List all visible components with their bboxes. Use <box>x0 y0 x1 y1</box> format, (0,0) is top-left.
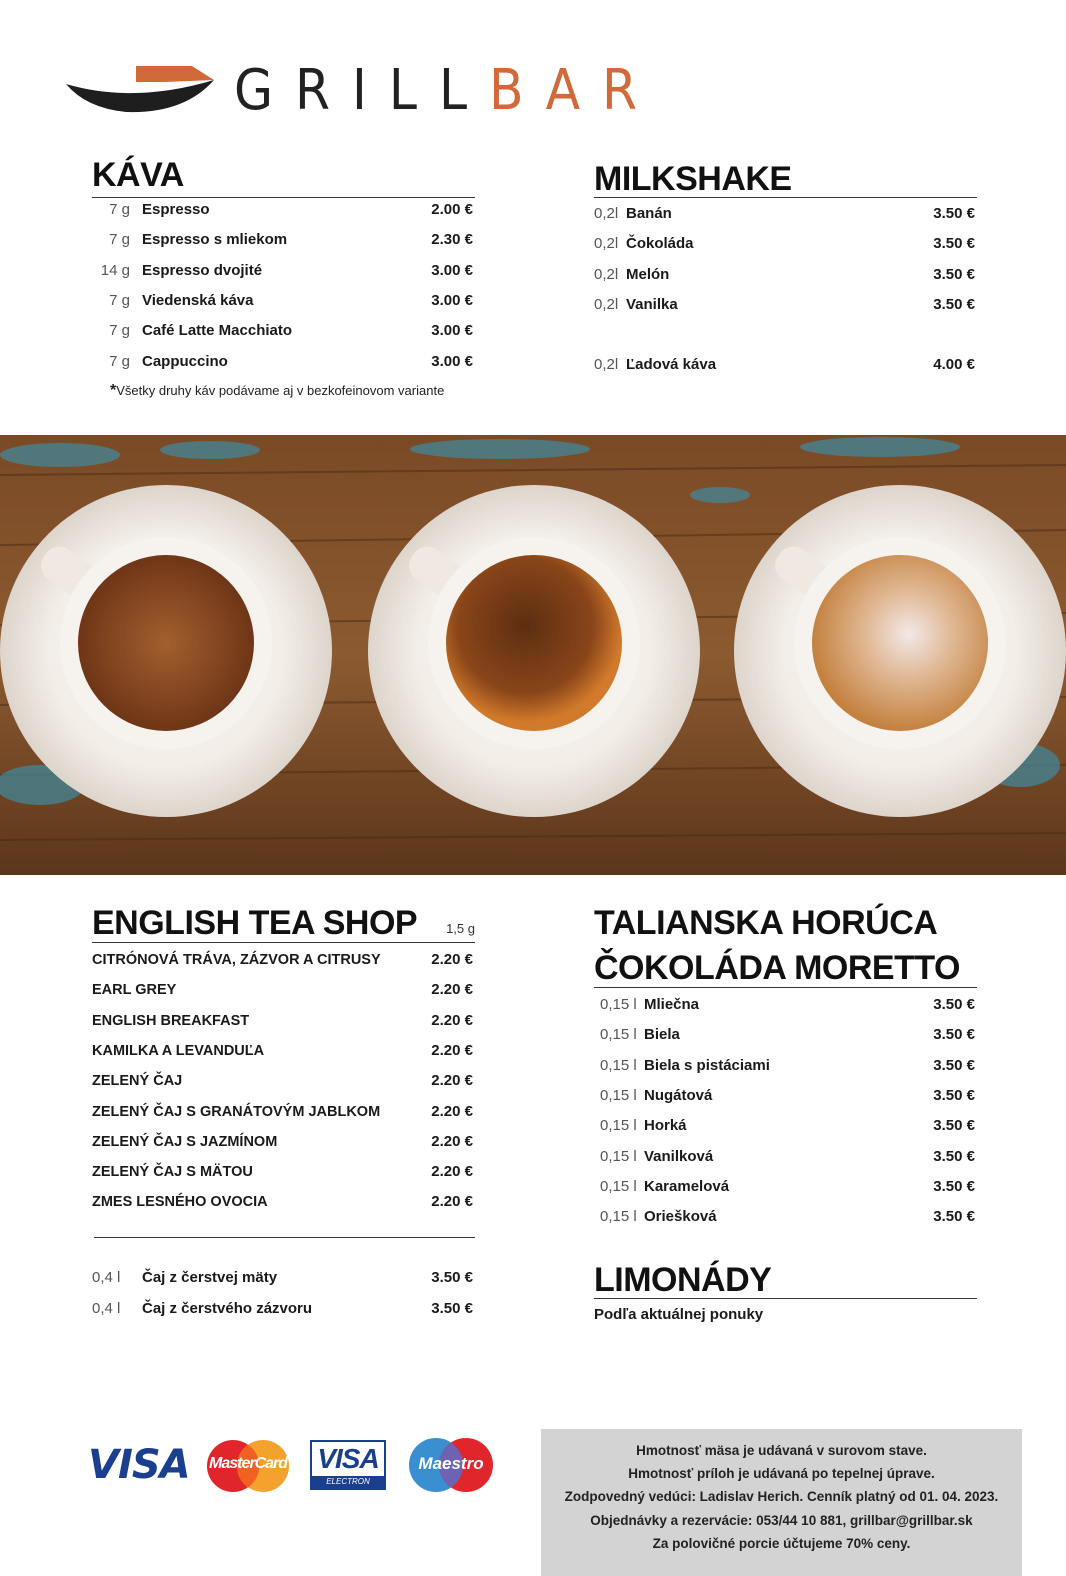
item-name: EARL GREY <box>92 982 177 999</box>
mastercard-label: MasterCard <box>208 1455 288 1472</box>
menu-row <box>92 1298 473 1320</box>
logo-swoosh-icon <box>64 58 224 124</box>
divider <box>92 197 475 198</box>
footer-info-box <box>541 1429 1022 1576</box>
item-name: Viedenská káva <box>142 291 254 309</box>
footer-line: Hmotnosť mäsa je udávaná v surovom stave. <box>636 1443 927 1458</box>
item-quantity: 7 g <box>109 201 130 218</box>
footer-line: Hmotnosť príloh je udávaná po tepelnej úprave. <box>628 1466 935 1482</box>
item-quantity: 7 g <box>109 231 130 249</box>
item-name: ZELENÝ ČAJ S GRANÁTOVÝM JABLKOM <box>92 1103 381 1120</box>
item-name: Ľadová káva <box>626 356 717 373</box>
item-price: 2.20 € <box>431 1011 473 1029</box>
menu-row <box>92 1070 473 1092</box>
menu-row <box>92 1267 473 1289</box>
item-price: 3.00 € <box>431 261 473 279</box>
item-name: Oriešková <box>644 1208 717 1226</box>
item-name: ENGLISH BREAKFAST <box>92 1012 250 1029</box>
item-quantity: 0,2l <box>594 356 619 373</box>
menu-row <box>92 1010 473 1032</box>
divider <box>94 1237 475 1238</box>
menu-row <box>92 351 473 373</box>
item-name: Espresso <box>142 201 210 218</box>
item-name: Čokoláda <box>626 235 694 253</box>
item-price: 3.50 € <box>933 265 975 283</box>
item-quantity: 0,15 l <box>600 1117 637 1135</box>
menu-row <box>594 264 975 286</box>
item-name: ZMES LESNÉHO OVOCIA <box>92 1194 268 1211</box>
section-title-chocolate-line1: TALIANSKA HORÚCA <box>594 904 938 942</box>
menu-row <box>92 979 473 1001</box>
item-price: 2.00 € <box>431 201 473 218</box>
item-price: 2.30 € <box>431 231 473 249</box>
visa-electron-logo <box>310 1440 386 1490</box>
item-price: 3.50 € <box>431 1269 473 1286</box>
item-price: 2.20 € <box>431 951 473 968</box>
section-title-chocolate-line2: ČOKOLÁDA MORETTO <box>594 949 960 987</box>
item-quantity: 0,2l <box>594 295 619 313</box>
item-quantity: 0,15 l <box>600 1208 637 1226</box>
menu-row <box>600 1115 975 1137</box>
divider <box>594 197 977 198</box>
item-name: Mliečna <box>644 996 700 1013</box>
item-name: Čaj z čerstvej mäty <box>142 1269 278 1286</box>
menu-row <box>92 199 473 221</box>
item-price: 3.50 € <box>933 1147 975 1165</box>
item-quantity: 7 g <box>109 352 130 370</box>
menu-row <box>600 1146 975 1168</box>
item-quantity: 0,2l <box>594 265 619 283</box>
section-title-kava: KÁVA <box>92 156 184 194</box>
note-asterisk: * <box>110 382 117 399</box>
item-price: 3.00 € <box>431 352 473 370</box>
item-price: 3.50 € <box>933 1086 975 1104</box>
item-price: 3.00 € <box>431 322 473 340</box>
item-price: 3.50 € <box>933 235 975 253</box>
item-price: 3.50 € <box>933 1177 975 1195</box>
item-name: Biela <box>644 1026 680 1044</box>
divider <box>594 987 977 988</box>
item-price: 3.50 € <box>933 996 975 1013</box>
section-title-milkshake: MILKSHAKE <box>594 160 792 198</box>
item-name: ZELENÝ ČAJ S MÄTOU <box>92 1164 253 1181</box>
menu-row <box>92 260 473 282</box>
item-price: 3.50 € <box>933 1026 975 1044</box>
menu-row <box>594 294 975 316</box>
item-price: 4.00 € <box>933 356 975 373</box>
menu-row <box>92 1191 473 1213</box>
item-name: Nugátová <box>644 1086 713 1104</box>
item-price: 3.50 € <box>431 1299 473 1317</box>
item-quantity: 0,2l <box>594 205 619 222</box>
visa-logo: VISA <box>88 1442 190 1488</box>
menu-row <box>600 1085 975 1107</box>
mastercard-logo <box>205 1440 291 1492</box>
item-name: Horká <box>644 1117 687 1135</box>
limonady-subtitle: Podľa aktuálnej ponuky <box>594 1306 764 1323</box>
item-name: Čaj z čerstvého zázvoru <box>142 1299 313 1317</box>
item-quantity: 0,15 l <box>600 1056 637 1074</box>
footer-line: Objednávky a rezervácie: 053/44 10 881, grillbar@grillbar.sk <box>590 1512 973 1528</box>
item-quantity: 7 g <box>109 291 130 309</box>
menu-row <box>600 1055 975 1077</box>
item-name: Melón <box>626 265 670 283</box>
menu-row <box>92 949 473 971</box>
logo-bar: BAR <box>489 58 660 123</box>
footer-line: Za polovičné porcie účtujeme 70% ceny. <box>652 1535 911 1551</box>
menu-row <box>92 229 473 251</box>
item-name: Café Latte Macchiato <box>142 322 293 340</box>
item-name: ZELENÝ ČAJ S JAZMÍNOM <box>92 1133 278 1150</box>
item-name: CITRÓNOVÁ TRÁVA, ZÁZVOR A CITRUSY <box>92 952 381 968</box>
grillbar-logo <box>64 58 660 124</box>
tea-weight: 1,5 g <box>446 921 475 936</box>
kava-note <box>110 382 444 400</box>
maestro-label: Maestro <box>418 1454 484 1473</box>
item-quantity: 7 g <box>109 322 130 340</box>
visa-electron-label: VISA <box>317 1443 379 1474</box>
menu-row <box>594 354 975 376</box>
item-name: KAMILKA A LEVANDUĽA <box>92 1042 265 1059</box>
item-price: 3.50 € <box>933 1208 975 1226</box>
item-name: Cappuccino <box>142 352 228 370</box>
item-name: Biela s pistáciami <box>644 1056 770 1074</box>
menu-row <box>594 233 975 255</box>
footer-line: Zodpovedný vedúci: Ladislav Herich. Cenník platný od 01. 04. 2023. <box>564 1489 999 1505</box>
item-price: 3.00 € <box>431 291 473 309</box>
logo-grill: GRILL <box>234 58 490 123</box>
item-name: ZELENÝ ČAJ <box>92 1073 183 1090</box>
item-name: Espresso dvojité <box>142 261 263 279</box>
item-price: 2.20 € <box>431 1072 473 1090</box>
item-price: 3.50 € <box>933 1117 975 1135</box>
item-quantity: 14 g <box>100 261 130 279</box>
item-name: Vanilková <box>644 1147 714 1165</box>
item-name: Vanilka <box>626 295 678 313</box>
menu-row <box>92 1101 473 1123</box>
item-quantity: 0,15 l <box>600 1177 637 1195</box>
maestro-logo <box>407 1438 495 1492</box>
item-quantity: 0,15 l <box>600 996 637 1013</box>
menu-row <box>594 203 975 225</box>
item-name: Banán <box>626 205 672 222</box>
item-quantity: 0,15 l <box>600 1086 637 1104</box>
item-price: 2.20 € <box>431 1102 473 1120</box>
section-title-tea: ENGLISH TEA SHOP <box>92 904 418 942</box>
item-name: Karamelová <box>644 1177 730 1195</box>
menu-row <box>600 1176 975 1198</box>
electron-label: ELECTRON <box>312 1476 384 1488</box>
item-price: 2.20 € <box>431 981 473 999</box>
item-price: 2.20 € <box>431 1132 473 1150</box>
menu-row <box>600 1206 975 1228</box>
menu-row <box>92 1161 473 1183</box>
item-price: 2.20 € <box>431 1193 473 1211</box>
menu-row <box>600 994 975 1016</box>
divider <box>92 942 475 943</box>
item-price: 2.20 € <box>431 1163 473 1181</box>
item-price: 3.50 € <box>933 205 975 222</box>
menu-row <box>92 1131 473 1153</box>
note-text: Všetky druhy káv podávame aj v bezkofeinovom variante <box>116 383 445 398</box>
logo-wordmark <box>234 58 659 124</box>
item-quantity: 0,15 l <box>600 1026 637 1044</box>
menu-row <box>92 1040 473 1062</box>
menu-row <box>92 320 473 342</box>
item-quantity: 0,2l <box>594 235 619 253</box>
menu-row <box>92 290 473 312</box>
item-price: 2.20 € <box>431 1041 473 1059</box>
item-quantity: 0,4 l <box>92 1299 121 1317</box>
item-price: 3.50 € <box>933 1056 975 1074</box>
divider <box>594 1298 977 1299</box>
item-quantity: 0,4 l <box>92 1269 121 1286</box>
item-price: 3.50 € <box>933 295 975 313</box>
item-name: Espresso s mliekom <box>142 231 288 249</box>
section-title-limonady: LIMONÁDY <box>594 1261 772 1299</box>
coffee-cups-photo <box>0 435 1066 875</box>
menu-row <box>600 1024 975 1046</box>
item-quantity: 0,15 l <box>600 1147 637 1165</box>
